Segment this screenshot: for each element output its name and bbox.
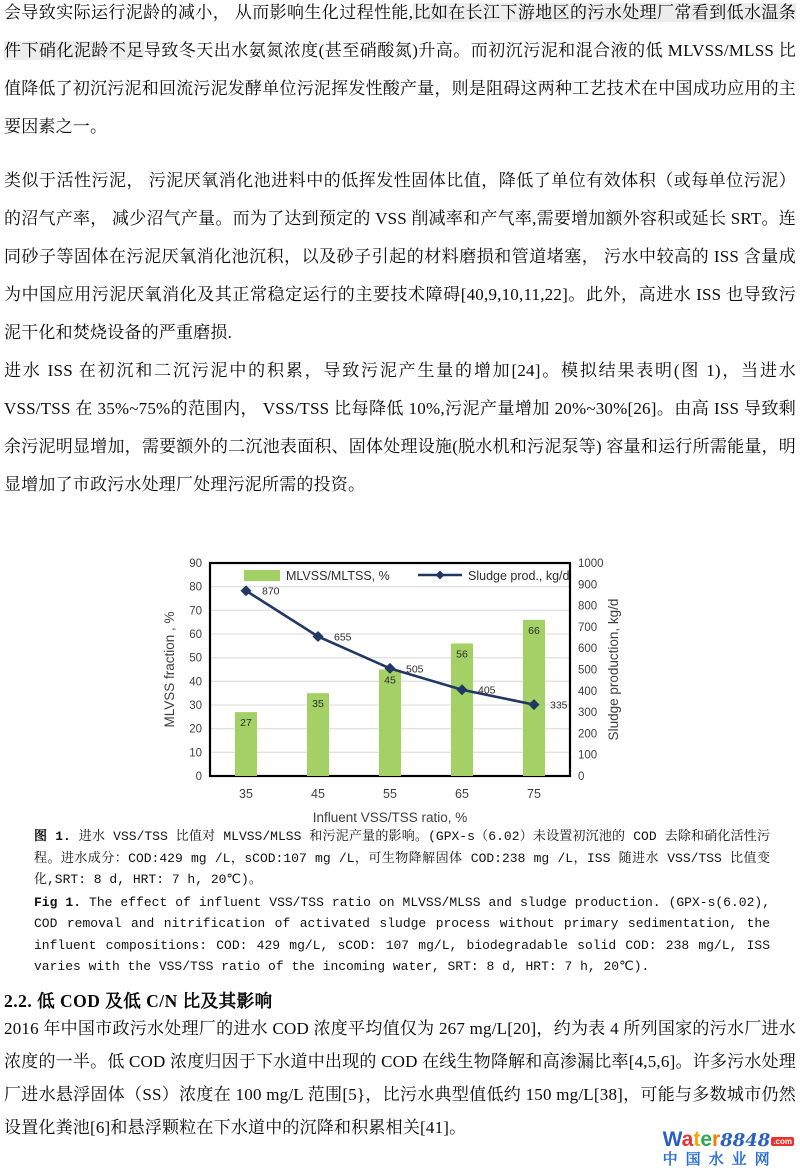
paragraph-1-pre: 会导致实际运行泥龄的减小， 从而影响生化过程性能, bbox=[4, 3, 414, 22]
svg-text:0: 0 bbox=[578, 771, 585, 783]
svg-text:335: 335 bbox=[550, 699, 568, 712]
svg-text:56: 56 bbox=[456, 648, 468, 661]
svg-text:40: 40 bbox=[189, 676, 202, 689]
logo-wordmark bbox=[663, 1129, 794, 1151]
logo-letter: t bbox=[693, 1128, 701, 1152]
paragraph-1 bbox=[4, 0, 796, 146]
section-heading-2-2: 2.2. 低 COD 及低 C/N 比及其影响 bbox=[4, 991, 273, 1011]
figure-caption-chinese-lead: 图 1. bbox=[34, 829, 71, 844]
svg-text:55: 55 bbox=[383, 787, 397, 801]
svg-text:MLVSS/MLTSS, %: MLVSS/MLTSS, % bbox=[286, 569, 390, 583]
paragraph-4: 2016 年中国市政污水处理厂的进水 COD 浓度平均值仅为 267 mg/L[20]，约为表 4 所列国家的污水厂进水浓度的一半。低 COD 浓度归因于下水道中出现的 COD 在线生物降解和高渗漏比率[4,5,6]。许多污水处理厂进水悬浮固体（SS）浓度在 100 mg/L 范围[5}，比污水典型值低约 150 mg/L[38]，可能与多数城市仍然设置化粪池[6]和悬浮颗粒在下水道中的沉降和积累相关[41]。 bbox=[4, 1019, 796, 1137]
svg-text:50: 50 bbox=[189, 652, 202, 665]
svg-text:Sludge prod., kg/d: Sludge prod., kg/d bbox=[468, 569, 570, 583]
svg-text:700: 700 bbox=[578, 621, 598, 634]
svg-text:60: 60 bbox=[189, 629, 202, 641]
svg-text:35: 35 bbox=[239, 787, 253, 801]
svg-text:500: 500 bbox=[578, 664, 598, 677]
logo-letter: W bbox=[662, 1128, 682, 1152]
figure-caption-chinese bbox=[34, 826, 770, 891]
logo-water-text bbox=[662, 1128, 721, 1152]
svg-text:200: 200 bbox=[578, 728, 598, 741]
svg-text:100: 100 bbox=[578, 749, 598, 762]
figure-caption-english bbox=[34, 892, 770, 978]
svg-text:505: 505 bbox=[406, 663, 424, 676]
svg-text:75: 75 bbox=[527, 787, 541, 801]
figure-caption-chinese-text: 进水 VSS/TSS 比值对 MLVSS/MLSS 和污泥产量的影响。(GPX-s（6.02）未设置初沉池的 COD 去除和硝化活性污程。进水成分：COD:429 mg /L，sCOD:107 mg /L，可生物降解固体 COD:238 mg /L，ISS 随进水 VSS/TSS 比值变化,SRT: 8 d, HRT: 7 h, 20℃)。 bbox=[34, 829, 770, 887]
paragraph-1-highlighted-text: 比如在长江下游地区的污水处理厂常看到低水温条件下硝化泥龄不足 bbox=[4, 3, 796, 60]
svg-text:70: 70 bbox=[189, 605, 202, 618]
figure-1-chart bbox=[158, 548, 640, 840]
paragraph-1-post: 导致冬天出水氨氮浓度(甚至硝酸氮)升高。而初沉污泥和混合液的低 MLVSS/MLSS 比值降低了初沉污泥和回流污泥发酵单位污泥挥发性酸产量，则是阻碍这两种工艺技术在中国成功应用的主要因素之一。 bbox=[4, 41, 796, 136]
logo-com-badge: .com bbox=[773, 1137, 792, 1147]
svg-text:80: 80 bbox=[189, 581, 202, 594]
logo-letter: a bbox=[681, 1128, 694, 1152]
figure-1-captions bbox=[34, 826, 770, 978]
svg-text:Influent VSS/TSS ratio, %: Influent VSS/TSS ratio, % bbox=[312, 810, 468, 825]
svg-text:20: 20 bbox=[189, 723, 202, 736]
svg-text:870: 870 bbox=[262, 585, 280, 598]
svg-text:27: 27 bbox=[240, 717, 252, 730]
logo-8848-text: 8848 bbox=[720, 1130, 771, 1152]
svg-text:800: 800 bbox=[578, 600, 598, 613]
svg-text:Sludge production, kg/d: Sludge production, kg/d bbox=[606, 598, 621, 741]
figure-caption-english-text: The effect of influent VSS/TSS ratio on MLVSS/MLSS and sludge production. (GPX-s(6.02), COD removal and nitrification of activated sludge process without primary sedimentation, the influent compositions: COD: 429 mg/L, sCOD: 107 mg/L, biodegradable solid COD: 238 mg/L, ISS varies with the VSS/TSS ratio of the incoming water, SRT: 8 d, HRT: 7 h, 20℃). bbox=[34, 894, 770, 974]
svg-text:35: 35 bbox=[312, 698, 324, 711]
logo-letter: e bbox=[700, 1128, 713, 1152]
svg-text:300: 300 bbox=[578, 707, 598, 720]
logo-letter: r bbox=[712, 1128, 721, 1152]
svg-text:45: 45 bbox=[384, 674, 396, 687]
svg-text:600: 600 bbox=[578, 643, 598, 656]
svg-text:0: 0 bbox=[195, 771, 202, 783]
svg-text:1000: 1000 bbox=[578, 558, 604, 570]
svg-text:MLVSS fraction , %: MLVSS fraction , % bbox=[162, 611, 177, 728]
figure-caption-english-lead: Fig 1. bbox=[34, 894, 82, 910]
svg-text:400: 400 bbox=[578, 685, 598, 698]
svg-text:66: 66 bbox=[528, 624, 540, 637]
paragraph-3: 进水 ISS 在初沉和二沉污泥中的积累，导致污泥产生量的增加[24]。模拟结果表明(图 1)，当进水 VSS/TSS 在 35%~75%的范围内， VSS/TSS 比每降低 10%,污泥产量增加 20%~30%[26]。由高 ISS 导致剩余污泥明显增加，需要额外的二沉池表面积、固体处理设施(脱水机和污泥泵等) 容量和运行所需能量，明显增加了市政污水处理厂处理污泥所需的投资。 bbox=[4, 361, 796, 494]
water8848-logo[interactable] bbox=[663, 1129, 794, 1168]
svg-text:900: 900 bbox=[578, 579, 598, 592]
svg-text:45: 45 bbox=[311, 787, 325, 801]
combo-bar-line-chart bbox=[158, 548, 640, 840]
svg-text:90: 90 bbox=[189, 558, 202, 570]
svg-text:65: 65 bbox=[455, 787, 469, 801]
svg-text:10: 10 bbox=[189, 747, 202, 760]
logo-tagline: 中国水业网 bbox=[662, 1151, 778, 1169]
svg-text:30: 30 bbox=[189, 700, 202, 712]
svg-text:655: 655 bbox=[334, 631, 352, 644]
svg-text:405: 405 bbox=[478, 684, 496, 697]
paragraph-2: 类似于活性污泥， 污泥厌氧消化池进料中的低挥发性固体比值，降低了单位有效体积（或每单位污泥）的沼气产率， 减少沼气产量。而为了达到预定的 VSS 削减率和产气率,需要增加额外容积或延长 SRT。连同砂子等固体在污泥厌氧消化池沉积，以及砂子引起的材料磨损和管道堵塞， 污水中较高的 ISS 含量成为中国应用污泥厌氧消化及其正常稳定运行的主要技术障碍[40,9,10,11,22]。此外，高进水 ISS 也导致污泥干化和焚烧设备的严重磨损. bbox=[4, 171, 796, 342]
